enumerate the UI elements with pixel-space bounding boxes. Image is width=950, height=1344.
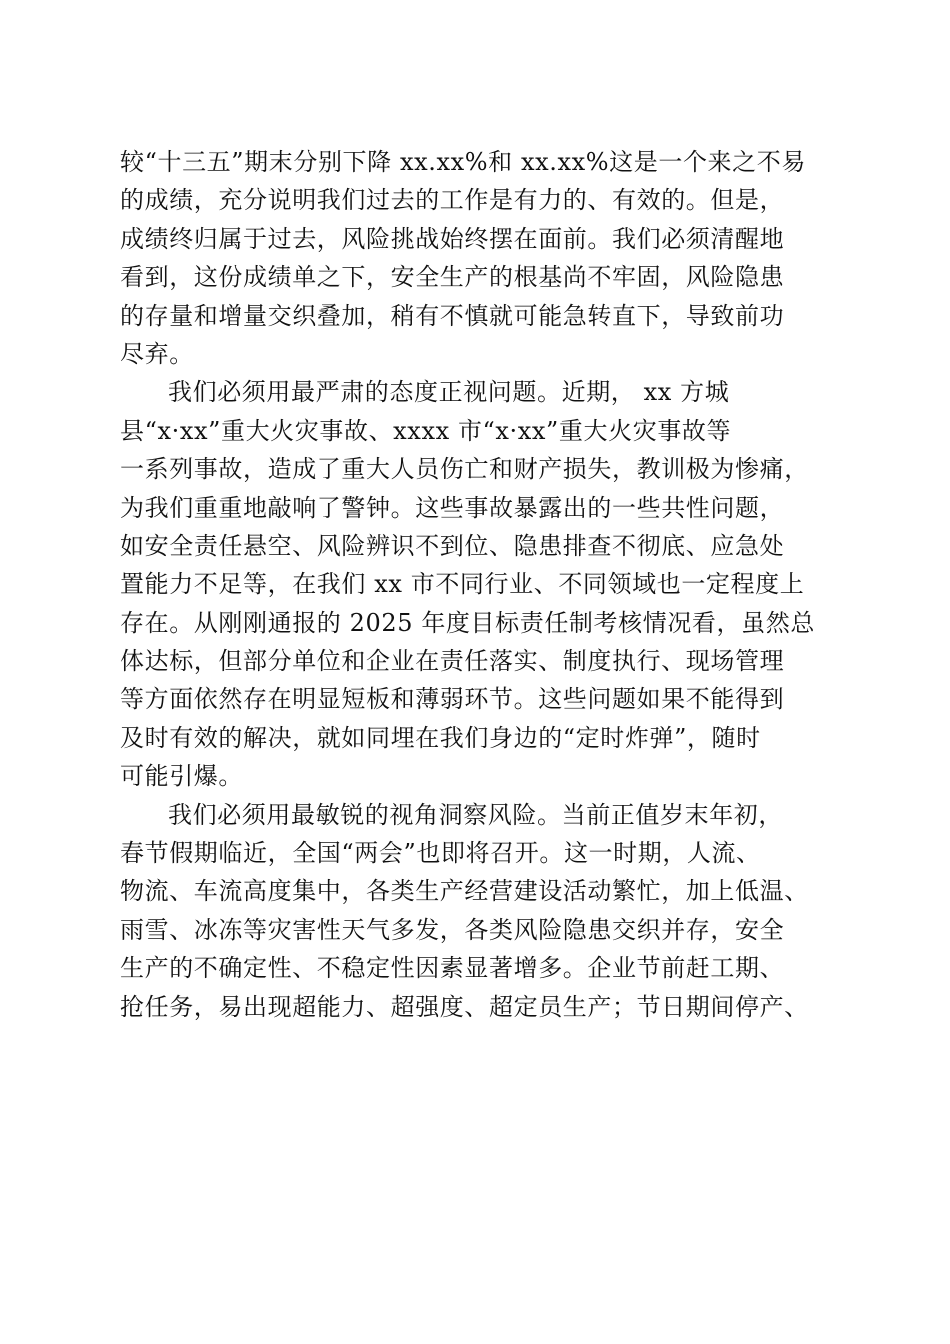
- text-line: 雨雪、冰冻等灾害性天气多发，各类风险隐患交织并存，安全: [120, 915, 785, 944]
- text-line: 的成绩，充分说明我们过去的工作是有力的、有效的。但是，: [120, 186, 785, 215]
- text-line: 如安全责任悬空、风险辨识不到位、隐患排查不彻底、应急处: [120, 531, 785, 560]
- paragraph-3: [120, 796, 840, 1026]
- text-line: 较“十三五”期末分别下降 xx.xx%和 xx.xx%这是一个来之不易: [120, 148, 806, 176]
- text-line: 等方面依然存在明显短板和薄弱环节。这些问题如果不能得到: [120, 685, 785, 714]
- text-line: 体达标，但部分单位和企业在责任落实、制度执行、现场管理: [120, 647, 785, 676]
- text-line: 置能力不足等，在我们 xx 市不同行业、不同领域也一定程度上: [120, 570, 805, 599]
- text-line: 的存量和增量交织叠加，稍有不慎就可能急转直下，导致前功: [120, 301, 785, 330]
- text-line: 抢任务，易出现超能力、超强度、超定员生产；节日期间停产、: [120, 992, 809, 1021]
- text-line: 县“x·xx”重大火灾事故、xxxx 市“x·xx”重大火灾事故等: [120, 416, 732, 445]
- paragraph-2: [120, 373, 840, 795]
- text-line: 尽弃。: [120, 339, 194, 368]
- text-line: 物流、车流高度集中，各类生产经营建设活动繁忙，加上低温、: [120, 877, 809, 906]
- paragraph-1: [120, 143, 840, 373]
- document-body: [120, 143, 840, 1026]
- text-line: 我们必须用最严肃的态度正视问题。近期， xx 方城: [168, 378, 730, 407]
- text-line: 生产的不确定性、不稳定性因素显著增多。企业节前赶工期、: [120, 954, 785, 983]
- text-line: 一系列事故，造成了重大人员伤亡和财产损失，教训极为惨痛，: [120, 455, 809, 484]
- text-line: 春节假期临近，全国“两会”也即将召开。这一时期，人流、: [120, 839, 761, 868]
- text-line: 看到，这份成绩单之下，安全生产的根基尚不牢固，风险隐患: [120, 263, 785, 292]
- text-line: 可能引爆。: [120, 762, 243, 791]
- text-line: 为我们重重地敲响了警钟。这些事故暴露出的一些共性问题，: [120, 493, 785, 522]
- text-line: 及时有效的解决，就如同埋在我们身边的“定时炸弹”，随时: [120, 723, 761, 752]
- text-line: 成绩终归属于过去，风险挑战始终摆在面前。我们必须清醒地: [120, 224, 785, 253]
- text-line: 我们必须用最敏锐的视角洞察风险。当前正值岁末年初，: [168, 800, 783, 829]
- text-line: 存在。从刚刚通报的 2025 年度目标责任制考核情况看，虽然总: [120, 608, 815, 637]
